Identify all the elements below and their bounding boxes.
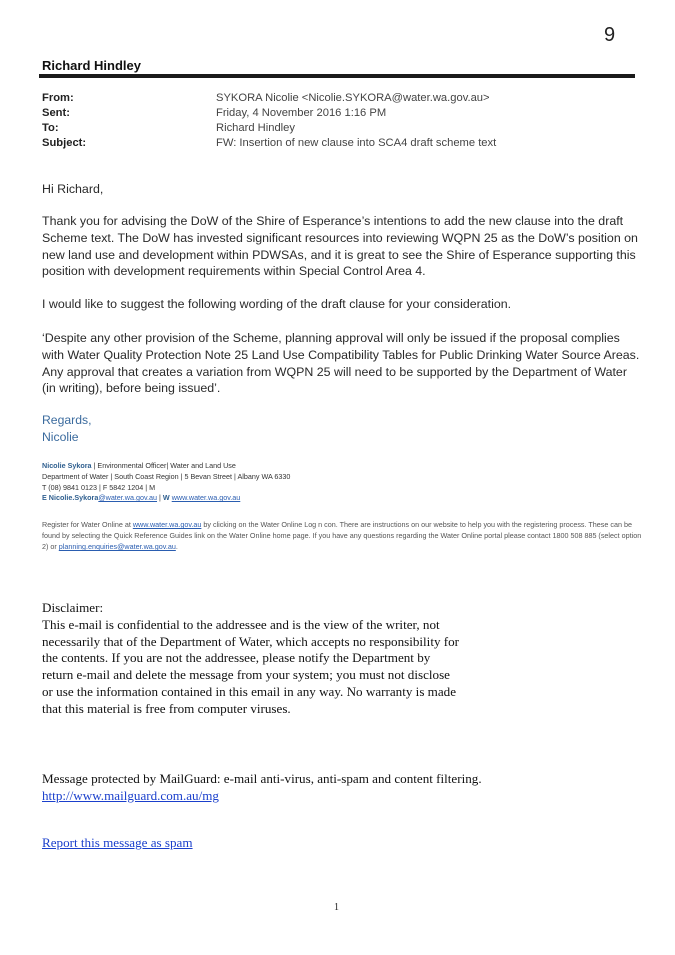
report-spam-link[interactable]: Report this message as spam xyxy=(42,835,193,850)
body-paragraph-1: Thank you for advising the DoW of the Shire of Esperance’s intentions to add the new clause into the draft Scheme text. The DoW has invested significant resources into reviewing WQPN 25 as the DoW’s position on new land use and development within PDWSAs, and it is great to see the Shire of Esperance supporting this position with development requirements within Special Control Area 4. xyxy=(42,214,638,279)
registration-text-2: by clicking on the Water Online Log n con. There are instructions on our website to help you with the registering process. These can be found by selecting the Quick Reference Guides link on the Water Online home page. If you have any questions regarding the Water Online portal please contact 1800 508 885 (select option 2) or xyxy=(42,520,642,551)
mailguard-link[interactable]: http://www.mailguard.com.au/mg xyxy=(42,788,219,803)
signature-email-prefix: E Nicolie.Sykora xyxy=(42,493,99,503)
registration-text-3: . xyxy=(175,542,178,551)
registration-link-email[interactable]: planning.enquiries@water.wa.gov.au xyxy=(58,542,176,551)
signature-separator: | xyxy=(157,493,163,503)
subject-label: Subject: xyxy=(42,137,87,149)
signature-line-3: T (08) 9841 0123 | F 5842 1204 | M xyxy=(42,482,156,492)
signature-email-link[interactable]: @water.wa.gov.au xyxy=(98,493,158,503)
signature-name: Nicolie Sykora xyxy=(42,461,92,470)
disclaimer-text: This e-mail is confidential to the addressee and is the view of the writer, not necessarily that of the Department of Water, which accepts no responsibility for the contents. If you are not the addressee, please notify the Department by return e-mail and delete the message from your system; you must not disclose or use the information contained in this email in any way. No warranty is made that this material is free from computer viruses. xyxy=(42,617,460,716)
registration-text-1: Register for Water Online at xyxy=(42,520,133,529)
page-number-bottom: 1 xyxy=(334,902,339,913)
to-value: Richard Hindley xyxy=(216,122,295,134)
page-number-top: 9 xyxy=(604,24,616,46)
signature-web-prefix: W xyxy=(162,493,170,503)
sent-value: Friday, 4 November 2016 1:16 PM xyxy=(216,107,387,119)
registration-link-web[interactable]: www.water.wa.gov.au xyxy=(132,520,202,529)
signature-role: | Environmental Officer| Water and Land Use xyxy=(91,461,236,470)
owner-name: Richard Hindley xyxy=(42,58,141,73)
to-label: To: xyxy=(42,122,59,134)
email-signature xyxy=(42,461,642,504)
registration-note xyxy=(42,519,642,552)
mailguard-message: Message protected by MailGuard: e-mail anti-virus, anti-spam and content filtering. xyxy=(42,771,482,786)
signoff-regards: Regards, xyxy=(42,413,92,427)
subject-value: FW: Insertion of new clause into SCA4 draft scheme text xyxy=(216,137,497,149)
disclaimer-title: Disclaimer: xyxy=(42,600,104,615)
signoff-name: Nicolie xyxy=(42,430,79,444)
body-paragraph-2: I would like to suggest the following wording of the draft clause for your consideration. xyxy=(42,297,512,311)
header-divider xyxy=(39,74,635,78)
sent-label: Sent: xyxy=(42,107,70,119)
body-paragraph-3: ‘Despite any other provision of the Scheme, planning approval will only be issued if the proposal complies with Water Quality Protection Note 25 Land Use Compatibility Tables for Public Drinking Water Source Areas. Any approval that creates a variation from WQPN 25 will need to be supported by the Department of Water (in writing), before being issued’. xyxy=(42,331,640,396)
greeting: Hi Richard, xyxy=(42,182,104,196)
signature-line-1 xyxy=(42,461,642,472)
signature-web-link[interactable]: www.water.wa.gov.au xyxy=(171,493,241,503)
signature-line-4 xyxy=(42,493,642,504)
from-label: From: xyxy=(42,92,74,104)
from-value: SYKORA Nicolie <Nicolie.SYKORA@water.wa.gov.au> xyxy=(216,92,490,104)
signature-line-2: Department of Water | South Coast Region | 5 Bevan Street | Albany WA 6330 xyxy=(42,471,291,481)
